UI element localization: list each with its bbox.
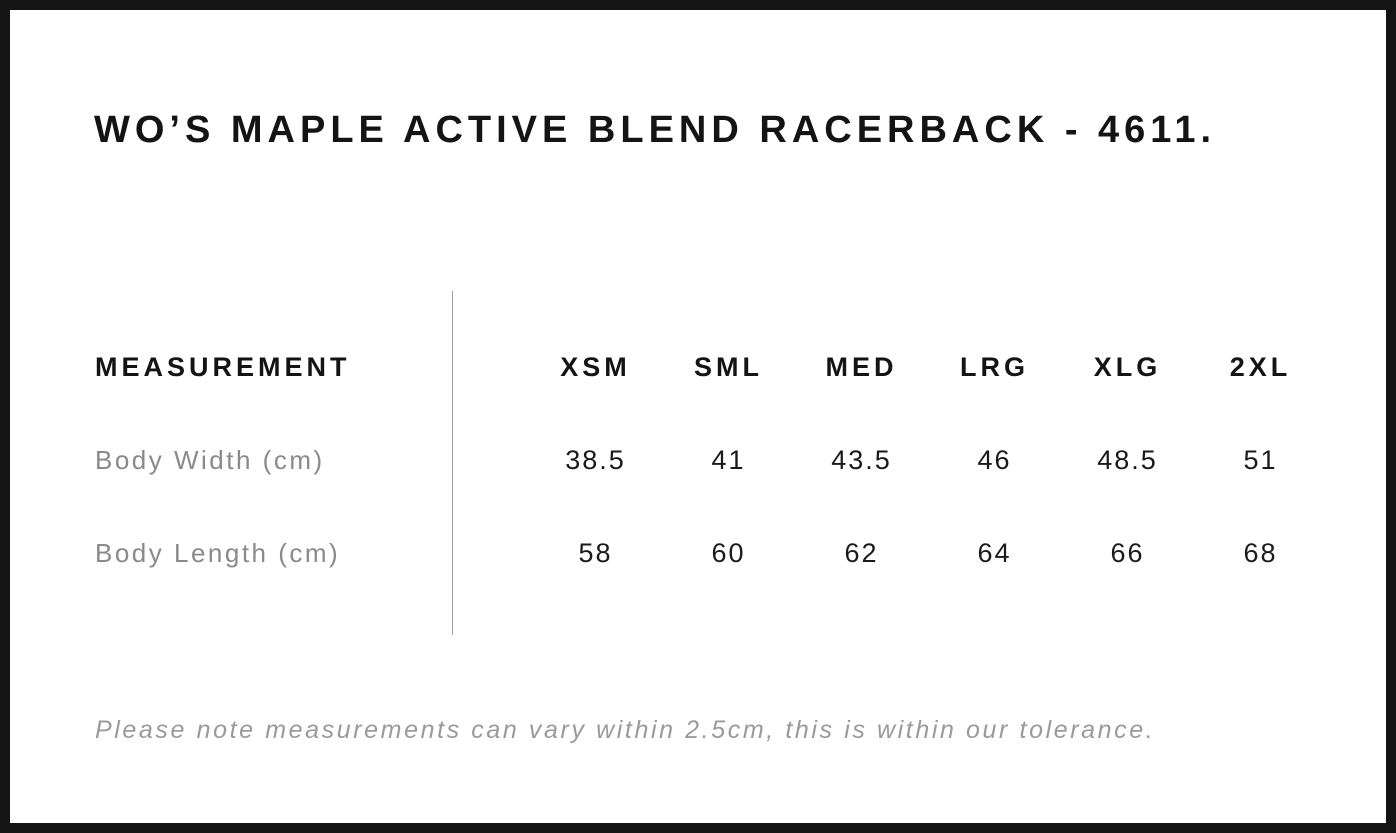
row-label-body-width: Body Width (cm) [95, 445, 325, 475]
column-header-med: MED [825, 352, 898, 382]
table-cell: 38.5 [565, 445, 626, 475]
row-cells [529, 445, 1327, 476]
table-cell: 62 [844, 538, 879, 568]
header-cells [529, 352, 1327, 383]
table-cell: 51 [1243, 445, 1278, 475]
table-cell: 48.5 [1097, 445, 1158, 475]
table-cell: 58 [578, 538, 613, 568]
size-table [95, 283, 1335, 635]
row-cells [529, 538, 1327, 569]
tolerance-note: Please note measurements can vary within 2.5cm, this is within our tolerance. [95, 716, 1156, 744]
vertical-divider [452, 291, 453, 635]
table-cell: 60 [711, 538, 746, 568]
table-header-row [95, 321, 1335, 414]
table-cell: 66 [1110, 538, 1145, 568]
table-cell: 64 [977, 538, 1012, 568]
column-header-xlg: XLG [1093, 352, 1162, 382]
table-row-body-width [95, 414, 1335, 507]
table-cell: 43.5 [831, 445, 892, 475]
table-cell: 68 [1243, 538, 1278, 568]
table-row-body-length [95, 507, 1335, 600]
column-header-xsm: XSM [560, 352, 631, 382]
column-header-measurement: MEASUREMENT [95, 352, 351, 382]
page-title: WO’S MAPLE ACTIVE BLEND RACERBACK - 4611. [94, 109, 1217, 151]
column-header-lrg: LRG [960, 352, 1029, 382]
table-cell: 41 [711, 445, 746, 475]
column-header-2xl: 2XL [1229, 352, 1292, 382]
row-label-body-length: Body Length (cm) [95, 538, 341, 568]
column-header-sml: SML [694, 352, 763, 382]
table-cell: 46 [977, 445, 1012, 475]
